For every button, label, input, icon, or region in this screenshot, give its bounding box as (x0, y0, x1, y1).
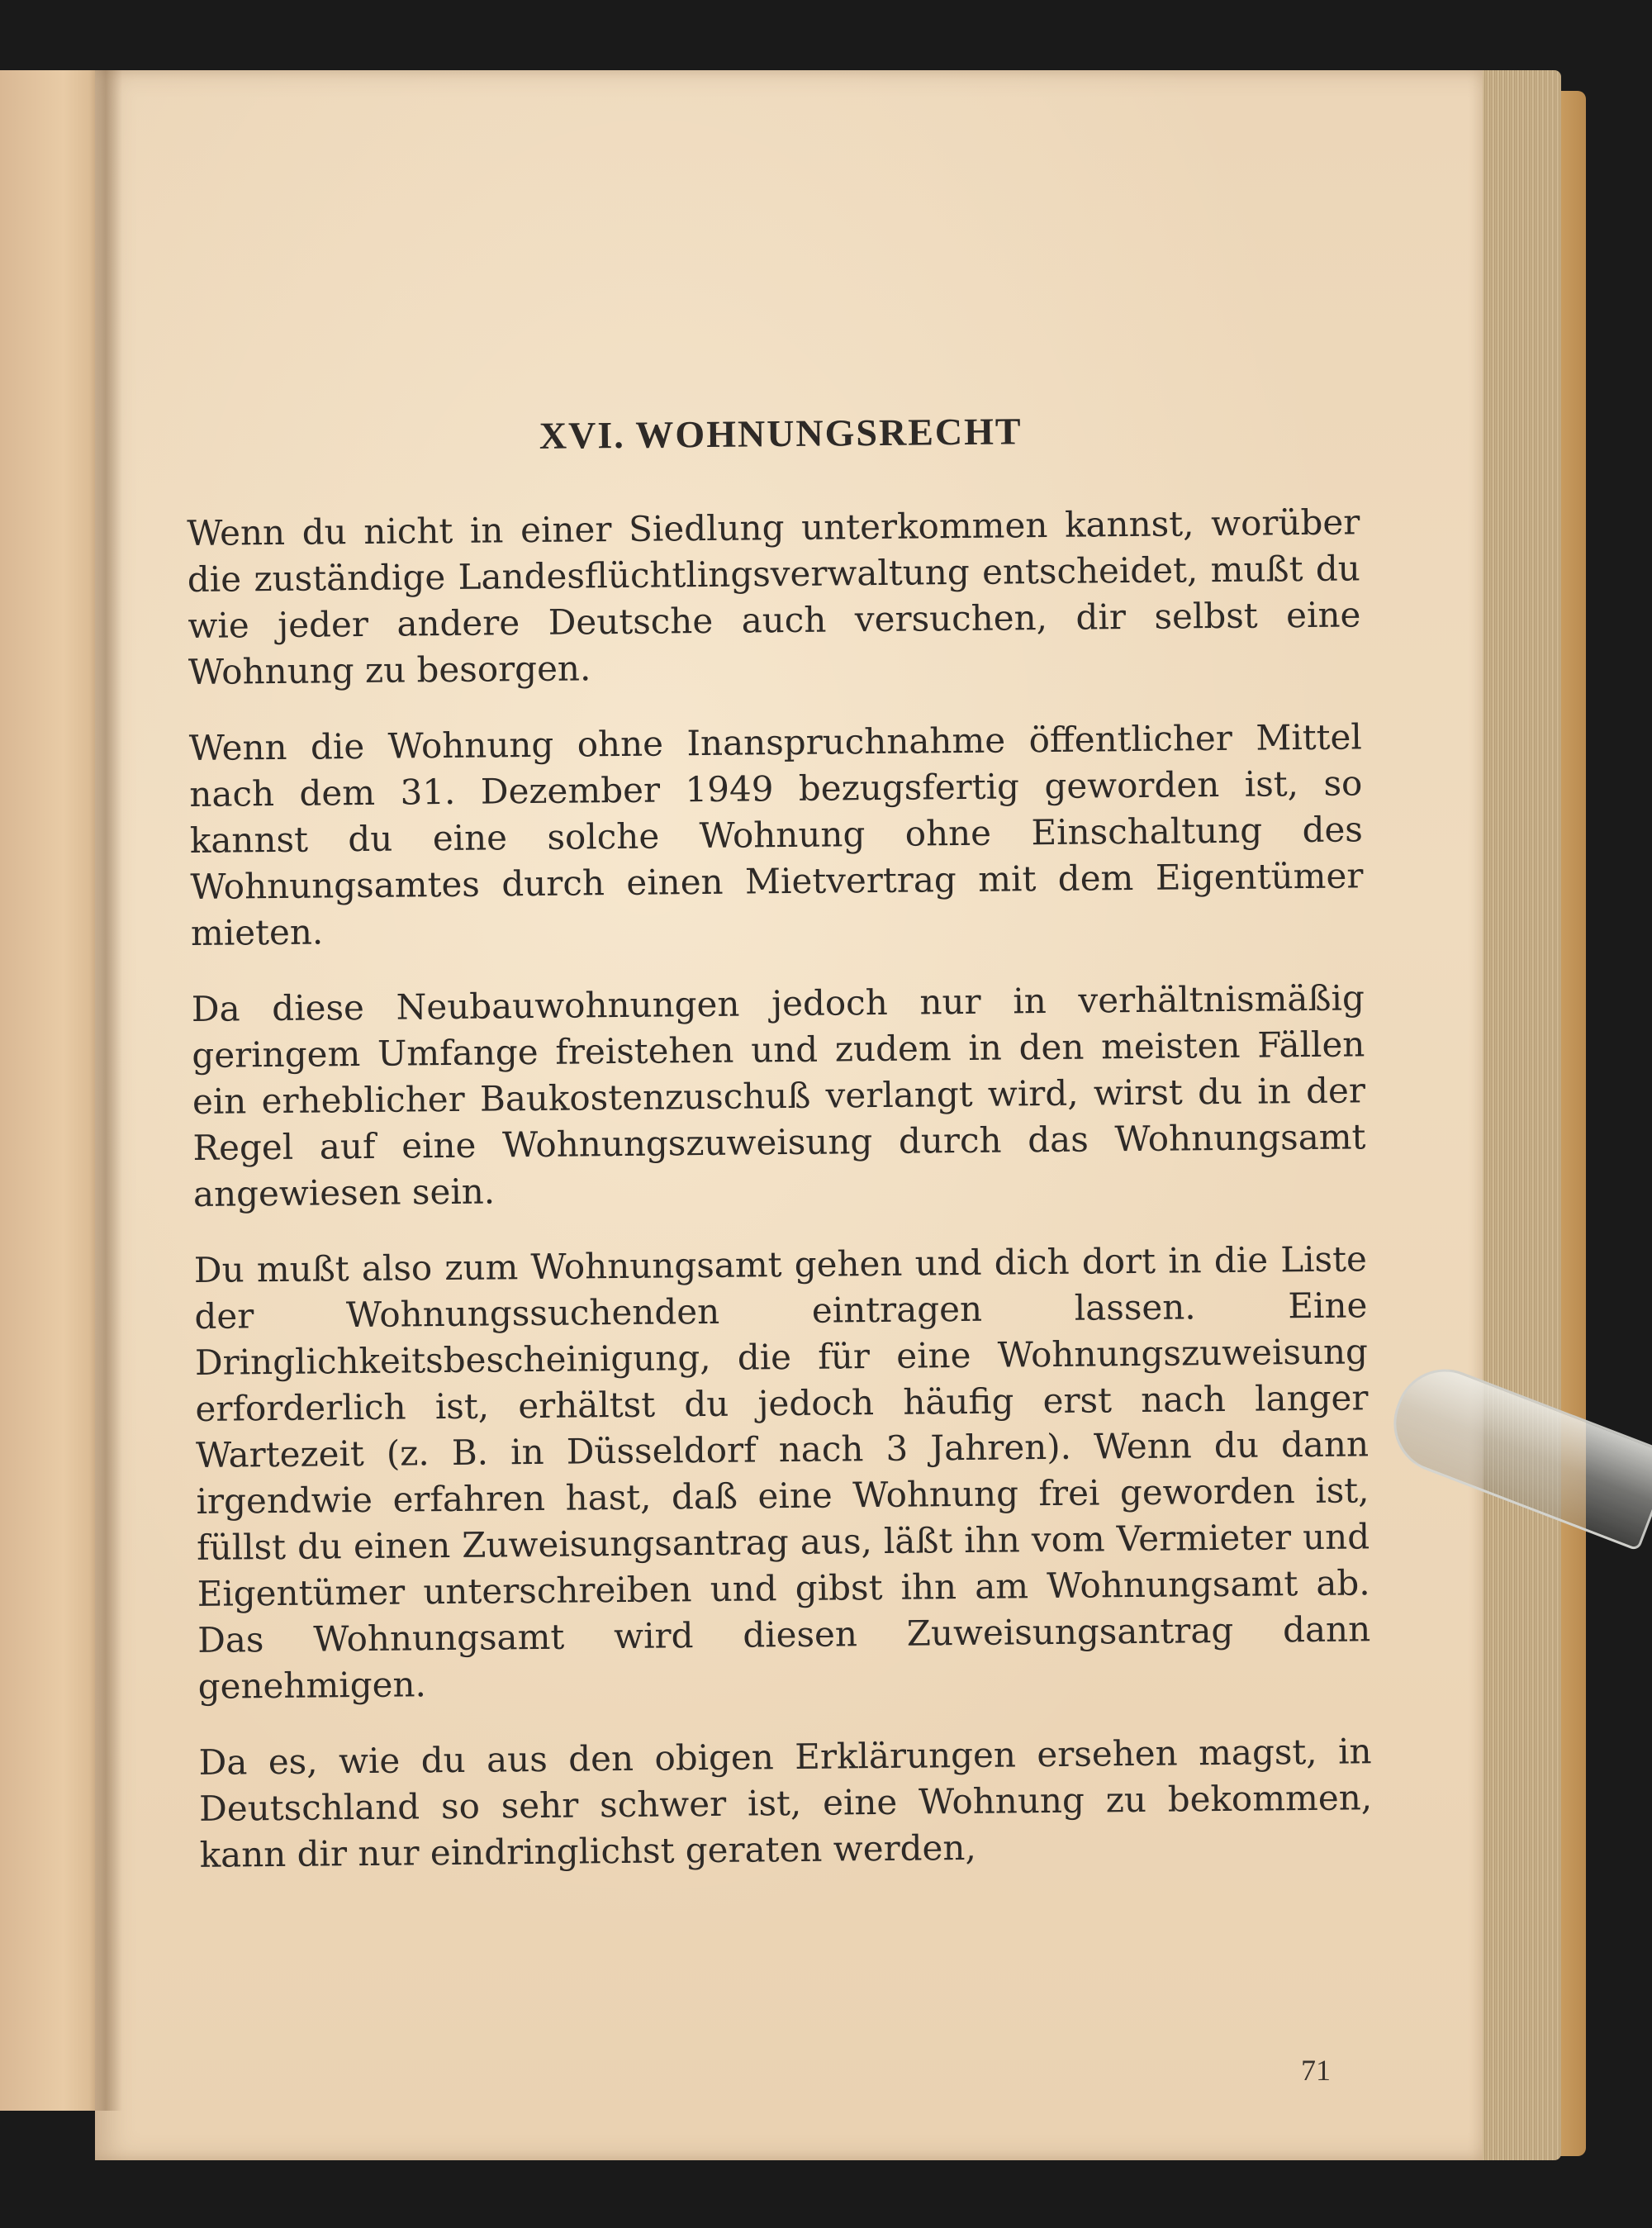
paragraph-5: Da es, wie du aus den obigen Erklärungen ersehen magst, in Deutschland so sehr schwer ist, eine Wohnung zu bekommen, kann dir nur eindringlichst geraten werden, (198, 1731, 1373, 1875)
book-page (95, 70, 1483, 2160)
book-gutter (89, 70, 122, 2111)
page-content (186, 406, 1373, 1908)
paragraph-2: Wenn die Wohnung ohne Inanspruchnahme öffentlicher Mittel nach dem 31. Dezember 1949 bezugsfertig geworden ist, so kannst du eine solche Wohnung ohne Einschaltung des Wohnungsamtes durch einen Mietvertrag mit dem Eigentümer mieten. (188, 716, 1364, 953)
paragraph-4: Du mußt also zum Wohnungsamt gehen und dich dort in die Liste der Wohnungssuchenden eintragen lassen. Eine Dringlichkeitsbescheinigung, die für eine Wohnungszuweisung erforderlich ist, erhältst du jedoch häufig erst nach langer Wartezeit (z. B. in Düsseldorf nach 3 Jahren). Wenn du dann irgendwie erfahren hast, daß eine Wohnung frei geworden ist, füllst du einen Zuweisungsantrag aus, läßt ihn vom Vermieter und Eigentümer unterschreiben und gibst ihn am Wohnungsamt ab. Das Wohnungsamt wird diesen Zuweisungsantrag dann genehmigen. (193, 1238, 1371, 1707)
paragraph-1: Wenn du nicht in einer Siedlung unterkommen kannst, worüber die zuständige Landesflüchtlingsverwaltung entscheidet, mußt du wie jeder andere Deutsche auch versuchen, dir selbst eine Wohnung zu besorgen. (187, 501, 1361, 692)
paragraph-3: Da diese Neubauwohnungen jedoch nur in verhältnismäßig geringem Umfange freistehen und zudem in den meisten Fällen ein erheblicher Baukostenzuschuß verlangt wird, wirst du in der Regel auf eine Wohnungszuweisung durch das Wohnungsamt angewiesen sein. (191, 977, 1366, 1214)
page-edge-stack (1470, 70, 1561, 2160)
page-number: 71 (1301, 2054, 1331, 2087)
chapter-title: XVI. WOHNUNGSRECHT (539, 410, 1023, 457)
